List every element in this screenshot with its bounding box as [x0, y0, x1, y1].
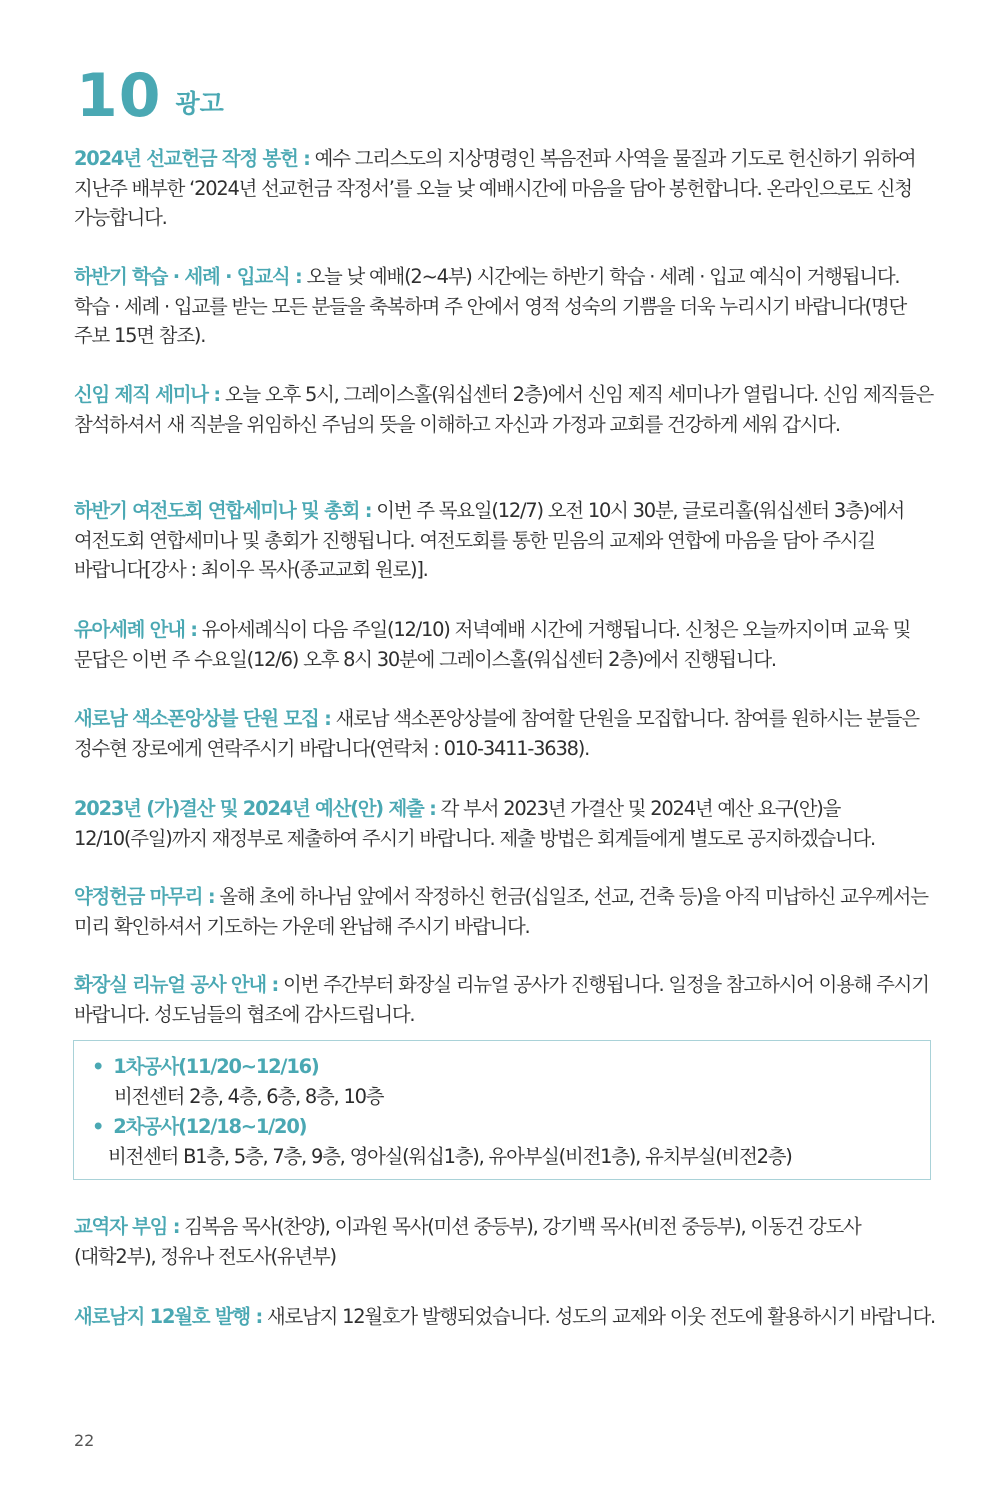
- bullet-icon: •: [92, 1055, 104, 1078]
- notice-budget-submission: [74, 794, 936, 853]
- section-header: [76, 61, 224, 131]
- notice-label: 하반기 여전도회 연합세미나 및 총회 :: [74, 499, 372, 522]
- notice-label: 새로남 색소폰앙상블 단원 모집 :: [74, 707, 331, 730]
- section-number: 10: [76, 61, 162, 131]
- notice-saxophone-recruit: [74, 704, 936, 763]
- notice-text: 이번 주간부터 화장실 리뉴얼 공사가 진행됩니다. 일정을 참고하시어 이용해 주시기 바랍니다. 성도님들의 협조에 감사드립니다.: [74, 973, 929, 1026]
- notice-text: 오늘 낮 예배(2~4부) 시간에는 하반기 학습 · 세례 · 입교 예식이 거행됩니다. 학습 · 세례 · 입교를 받는 모든 분들을 축복하며 주 안에서 영적 성숙의 기쁨을 더욱 누리시기 바랍니다(명단 주보 15면 참조).: [74, 265, 907, 347]
- notice-officer-seminar: [74, 380, 936, 439]
- notice-label: 유아세례 안내 :: [74, 618, 197, 641]
- notice-label: 하반기 학습 · 세례 · 입교식 :: [74, 265, 302, 288]
- phase2-title-row: [92, 1111, 306, 1139]
- notice-women-assembly: [74, 496, 936, 585]
- notice-pledge-offering: [74, 882, 936, 941]
- notice-label: 교역자 부임 :: [74, 1215, 180, 1238]
- notice-label: 신임 제직 세미나 :: [74, 383, 220, 406]
- notice-text: 김복음 목사(찬양), 이과원 목사(미션 중등부), 강기백 목사(비전 중등부), 이동건 강도사(대학2부), 정유나 전도사(유년부): [74, 1215, 861, 1268]
- section-title: 광고: [175, 89, 224, 118]
- phase1-title-row: [92, 1051, 319, 1079]
- notice-label: 화장실 리뉴얼 공사 안내 :: [74, 973, 279, 996]
- bullet-icon: •: [92, 1115, 104, 1138]
- notice-label: 2024년 선교헌금 작정 봉헌 :: [74, 147, 310, 170]
- notice-text: 오늘 오후 5시, 그레이스홀(워십센터 2층)에서 신임 제직 세미나가 열립니다. 신임 제직들은 참석하셔서 새 직분을 위임하신 주님의 뜻을 이해하고 자신과 가정과 교회를 건강하게 세워 갑시다.: [74, 383, 934, 436]
- page-number: 22: [74, 1431, 95, 1450]
- phase1-title: 1차공사(11/20~12/16): [113, 1055, 319, 1078]
- notice-restroom-renewal: [74, 970, 936, 1029]
- notice-label: 새로남지 12월호 발행 :: [74, 1305, 263, 1328]
- notice-text: 새로남 색소폰앙상블에 참여할 단원을 모집합니다. 참여를 원하시는 분들은 정수현 장로에게 연락주시기 바랍니다(연락처 : 010-3411-3638).: [74, 707, 919, 760]
- notice-text: 유아세례식이 다음 주일(12/10) 저녁예배 시간에 거행됩니다. 신청은 오늘까지이며 교육 및 문답은 이번 주 수요일(12/6) 오후 8시 30분에 그레이스홀(워십센터 2층)에서 진행됩니다.: [74, 618, 911, 671]
- notice-text: 각 부서 2023년 가결산 및 2024년 예산 요구(안)을 12/10(주일)까지 재정부로 제출하여 주시기 바랍니다. 제출 방법은 회계들에게 별도로 공지하겠습니다.: [74, 797, 875, 850]
- notice-text: 이번 주 목요일(12/7) 오전 10시 30분, 글로리홀(워십센터 3층)에서 여전도회 연합세미나 및 총회가 진행됩니다. 여전도회를 통한 믿음의 교제와 연합에 마음을 담아 주시길 바랍니다[강사 : 최이우 목사(종교교회 원로)].: [74, 499, 905, 581]
- phase2-title: 2차공사(12/18~1/20): [113, 1115, 307, 1138]
- phase2-detail: 비전센터 B1층, 5층, 7층, 9층, 영아실(워십1층), 유아부실(비전1층), 유치부실(비전2층): [108, 1145, 792, 1168]
- notice-label: 약정헌금 마무리 :: [74, 885, 215, 908]
- notice-infant-baptism: [74, 615, 936, 674]
- phase1-detail: 비전센터 2층, 4층, 6층, 8층, 10층: [114, 1085, 384, 1108]
- notice-text: 예수 그리스도의 지상명령인 복음전파 사역을 물질과 기도로 헌신하기 위하여 지난주 배부한 ‘2024년 선교헌금 작정서’를 오늘 낮 예배시간에 마음을 담아 봉헌합니다. 온라인으로도 신청 가능합니다.: [74, 147, 916, 229]
- notice-mission-offering: [74, 144, 936, 233]
- notice-staff-appointment: [74, 1212, 936, 1271]
- notice-magazine-issue: [74, 1302, 936, 1332]
- renovation-schedule-box: [73, 1040, 931, 1180]
- notice-text: 새로남지 12월호가 발행되었습니다. 성도의 교제와 이웃 전도에 활용하시기 바랍니다.: [262, 1305, 935, 1328]
- notice-label: 2023년 (가)결산 및 2024년 예산(안) 제출 :: [74, 797, 436, 820]
- notice-text: 올해 초에 하나님 앞에서 작정하신 헌금(십일조, 선교, 건축 등)을 아직 미납하신 교우께서는 미리 확인하셔서 기도하는 가운데 완납해 주시기 바랍니다.: [74, 885, 928, 938]
- notice-baptism-ceremony: [74, 262, 936, 351]
